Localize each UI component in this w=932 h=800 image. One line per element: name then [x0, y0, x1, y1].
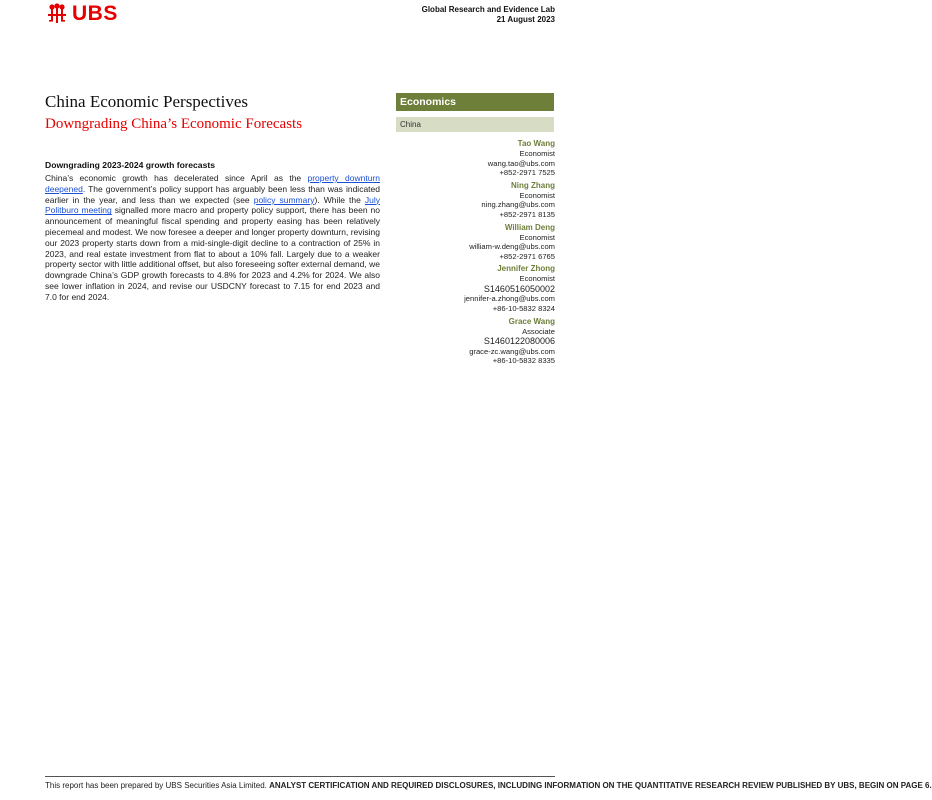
- analyst-phone: +86-10-5832 8324: [492, 304, 555, 314]
- analyst-registration-id: S1460516050002: [483, 283, 555, 294]
- body-text: ). While the: [314, 194, 365, 205]
- analyst-entry: [405, 139, 555, 178]
- analyst-phone: +852-2971 6765: [499, 251, 555, 261]
- summary-paragraph: [45, 173, 380, 303]
- analyst-role: Economist: [519, 232, 555, 242]
- analyst-email[interactable]: grace-zc.wang@ubs.com: [469, 346, 555, 356]
- department-label: Global Research and Evidence Lab: [421, 5, 555, 14]
- analyst-entry: [405, 223, 555, 262]
- property-downturn-link[interactable]: property downturn deepened: [45, 173, 380, 194]
- analyst-role: Economist: [519, 190, 555, 200]
- body-text: signalled more macro and property policy support, there has been no announcement of meaningful fiscal spending and property easing has been relatively piecemeal and modest. We now foresee a deeper and longer property downturn, revising our 2023 property starts down from a mid-single-digit decline to a contraction of 25% in 2023, and real estate investment from flat to about a 10% fall. Largely due to a weaker property sector with little additional offset, but also foreseeing softer external demand, we downgrade China’s GDP growth forecasts to 4.8% for 2023 and 4.2% for 2024. We also see lower inflation in 2024, and revise our USDCNY forecast to 7.15 for end 2023 and 7.0 for end 2024.: [45, 205, 380, 302]
- analyst-name: Ning Zhang: [511, 180, 555, 190]
- analyst-list: [405, 139, 555, 369]
- analyst-phone: +86-10-5832 8335: [492, 356, 555, 366]
- body-text: China’s economic growth has decelerated since April as the: [45, 173, 308, 183]
- analyst-entry: [405, 181, 555, 220]
- analyst-name: Jennifer Zhong: [497, 264, 555, 274]
- section-heading: Downgrading 2023-2024 growth forecasts: [45, 160, 216, 170]
- analyst-registration-id: S1460122080006: [483, 336, 555, 347]
- analyst-phone: +852-2971 7525: [499, 168, 555, 178]
- analyst-name: Tao Wang: [517, 139, 555, 148]
- logo-text: UBS: [72, 2, 118, 25]
- analyst-role: Associate: [522, 326, 555, 336]
- analyst-phone: +852-2971 8135: [499, 209, 555, 219]
- section-label: Economics: [396, 93, 554, 111]
- analyst-role: Economist: [519, 149, 555, 158]
- analyst-email[interactable]: wang.tao@ubs.com: [487, 158, 555, 168]
- analyst-name: William Deng: [504, 222, 555, 232]
- document-subtitle: Downgrading China’s Economic Forecasts: [45, 116, 303, 132]
- report-date: 21 August 2023: [496, 15, 555, 24]
- analyst-entry: [405, 317, 555, 366]
- country-label: China: [396, 117, 554, 132]
- summary-section: [45, 160, 380, 303]
- disclosure-footer: [45, 776, 932, 791]
- ubs-logo: [46, 3, 118, 25]
- policy-summary-link[interactable]: policy summary: [253, 194, 315, 205]
- july-politburo-link[interactable]: July Politburo meeting: [45, 194, 380, 216]
- analyst-email[interactable]: william-w.deng@ubs.com: [469, 242, 555, 252]
- footer-text: This report has been prepared by UBS Securities Asia Limited.: [45, 781, 270, 790]
- ubs-keys-icon: [46, 3, 68, 25]
- body-text: . The government’s policy support has arguably been less than was indicated earlier in the year, and less than we expected (see: [45, 183, 380, 205]
- analyst-name: Grace Wang: [508, 316, 555, 326]
- analyst-role: Economist: [519, 274, 555, 284]
- footer-disclosure: ANALYST CERTIFICATION AND REQUIRED DISCLOSURES, INCLUDING INFORMATION ON THE QUANTITATIVE RESEARCH REVIEW PUBLISHED BY UBS, BEGIN ON PAGE 6.: [269, 781, 932, 790]
- document-title: China Economic Perspectives: [45, 92, 249, 111]
- analyst-email[interactable]: jennifer-a.zhong@ubs.com: [464, 294, 555, 304]
- report-header: [422, 5, 555, 25]
- analyst-email[interactable]: ning.zhang@ubs.com: [481, 200, 555, 210]
- analyst-entry: [405, 264, 555, 313]
